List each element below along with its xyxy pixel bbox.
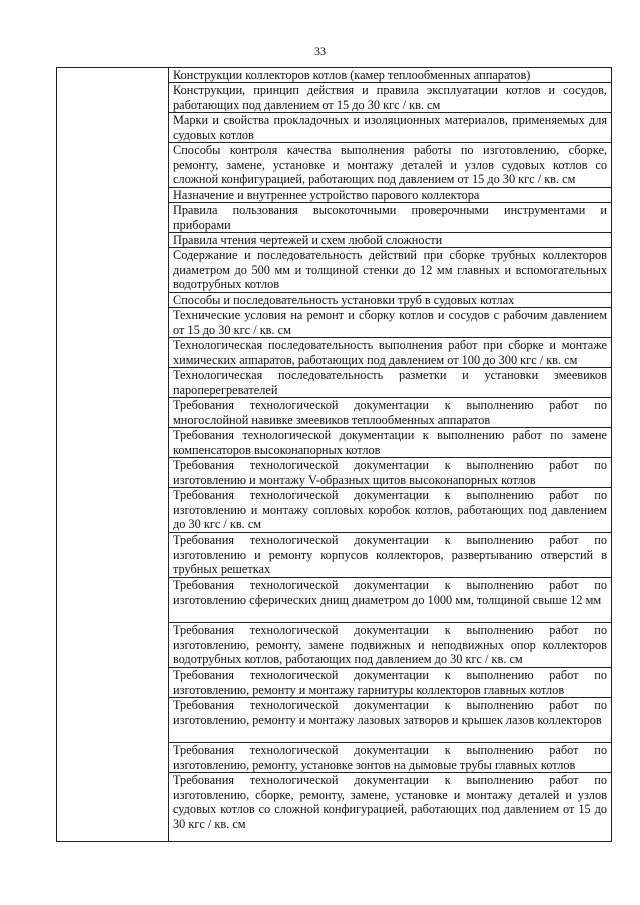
table-row: Марки и свойства прокладочных и изоляционных материалов, применяемых для судовых котлов <box>169 113 611 143</box>
table-row: Требования технологической документации к выполнению работ по изготовлению и ремонту корпусов коллекторов, развертыванию отверстий в трубных решетках <box>169 533 611 578</box>
table-row: Назначение и внутреннее устройство парового коллектора <box>169 188 611 203</box>
table-row: Требования технологической документации к выполнению работ по изготовлению сферических днищ диаметром до 1000 мм, толщиной свыше 12 мм <box>169 578 611 623</box>
page-bottom-margin <box>0 885 640 905</box>
requirements-table <box>56 67 612 842</box>
table-row: Требования технологической документации к выполнению работ по замене компенсаторов высоконапорных котлов <box>169 428 611 458</box>
table-row: Конструкции, принцип действия и правила эксплуатации котлов и сосудов, работающих под давлением от 15 до 30 кгс / кв. см <box>169 83 611 113</box>
page-number: 33 <box>314 44 326 58</box>
table-row: Технологическая последовательность разметки и установки змеевиков пароперегревателей <box>169 368 611 398</box>
table-row: Требования технологической документации к выполнению работ по многослойной навивке змеевиков теплообменных аппаратов <box>169 398 611 428</box>
table-row: Технологическая последовательность выполнения работ при сборке и монтаже химических аппаратов, работающих под давлением от 100 до 300 кгс / кв. см <box>169 338 611 368</box>
table-row: Требования технологической документации к выполнению работ по изготовлению, ремонту, замене подвижных и неподвижных опор коллекторов водотрубных котлов, работающих под давлением до 30 кгс / кв. см <box>169 623 611 668</box>
table-row: Требования технологической документации к выполнению работ по изготовлению, ремонту и монтажу лазовых затворов и крышек лазов коллекторов <box>169 698 611 743</box>
table-right-column <box>169 68 611 841</box>
table-row: Способы контроля качества выполнения работы по изготовлению, сборке, ремонту, замене, установке и монтажу деталей и узлов судовых котлов со сложной конфигурацией, работающих под давлением от 15 до 30 кгс / кв. см <box>169 143 611 188</box>
table-row: Конструкции коллекторов котлов (камер теплообменных аппаратов) <box>169 68 611 83</box>
table-left-column <box>57 68 169 841</box>
table-row: Требования технологической документации к выполнению работ по изготовлению и монтажу сопловых коробок котлов, работающих под давлением до 30 кгс / кв. см <box>169 488 611 533</box>
table-row: Требования технологической документации к выполнению работ по изготовлению, сборке, ремонту, замене, установке и монтажу деталей и узлов судовых котлов со сложной конфигурацией, работающих под давлением от 15 до 30 кгс / кв. см <box>173 773 607 831</box>
table-row: Требования технологической документации к выполнению работ по изготовлению и монтажу V-образных щитов высоконапорных котлов <box>169 458 611 488</box>
table-row: Требования технологической документации к выполнению работ по изготовлению, ремонту, установке зонтов на дымовые трубы главных котлов <box>169 743 611 773</box>
table-row: Правила чтения чертежей и схем любой сложности <box>169 233 611 248</box>
table-row: Технические условия на ремонт и сборку котлов и сосудов с рабочим давлением от 15 до 30 кгс / кв. см <box>169 308 611 338</box>
table-row: Способы и последовательность установки труб в судовых котлах <box>169 293 611 308</box>
table-row: Правила пользования высокоточными проверочными инструментами и приборами <box>169 203 611 233</box>
table-row: Содержание и последовательность действий при сборке трубных коллекторов диаметром до 500 мм и толщиной стенки до 12 мм главных и вспомогательных водотрубных котлов <box>169 248 611 293</box>
table-row: Требования технологической документации к выполнению работ по изготовлению, ремонту и монтажу гарнитуры коллекторов главных котлов <box>169 668 611 698</box>
